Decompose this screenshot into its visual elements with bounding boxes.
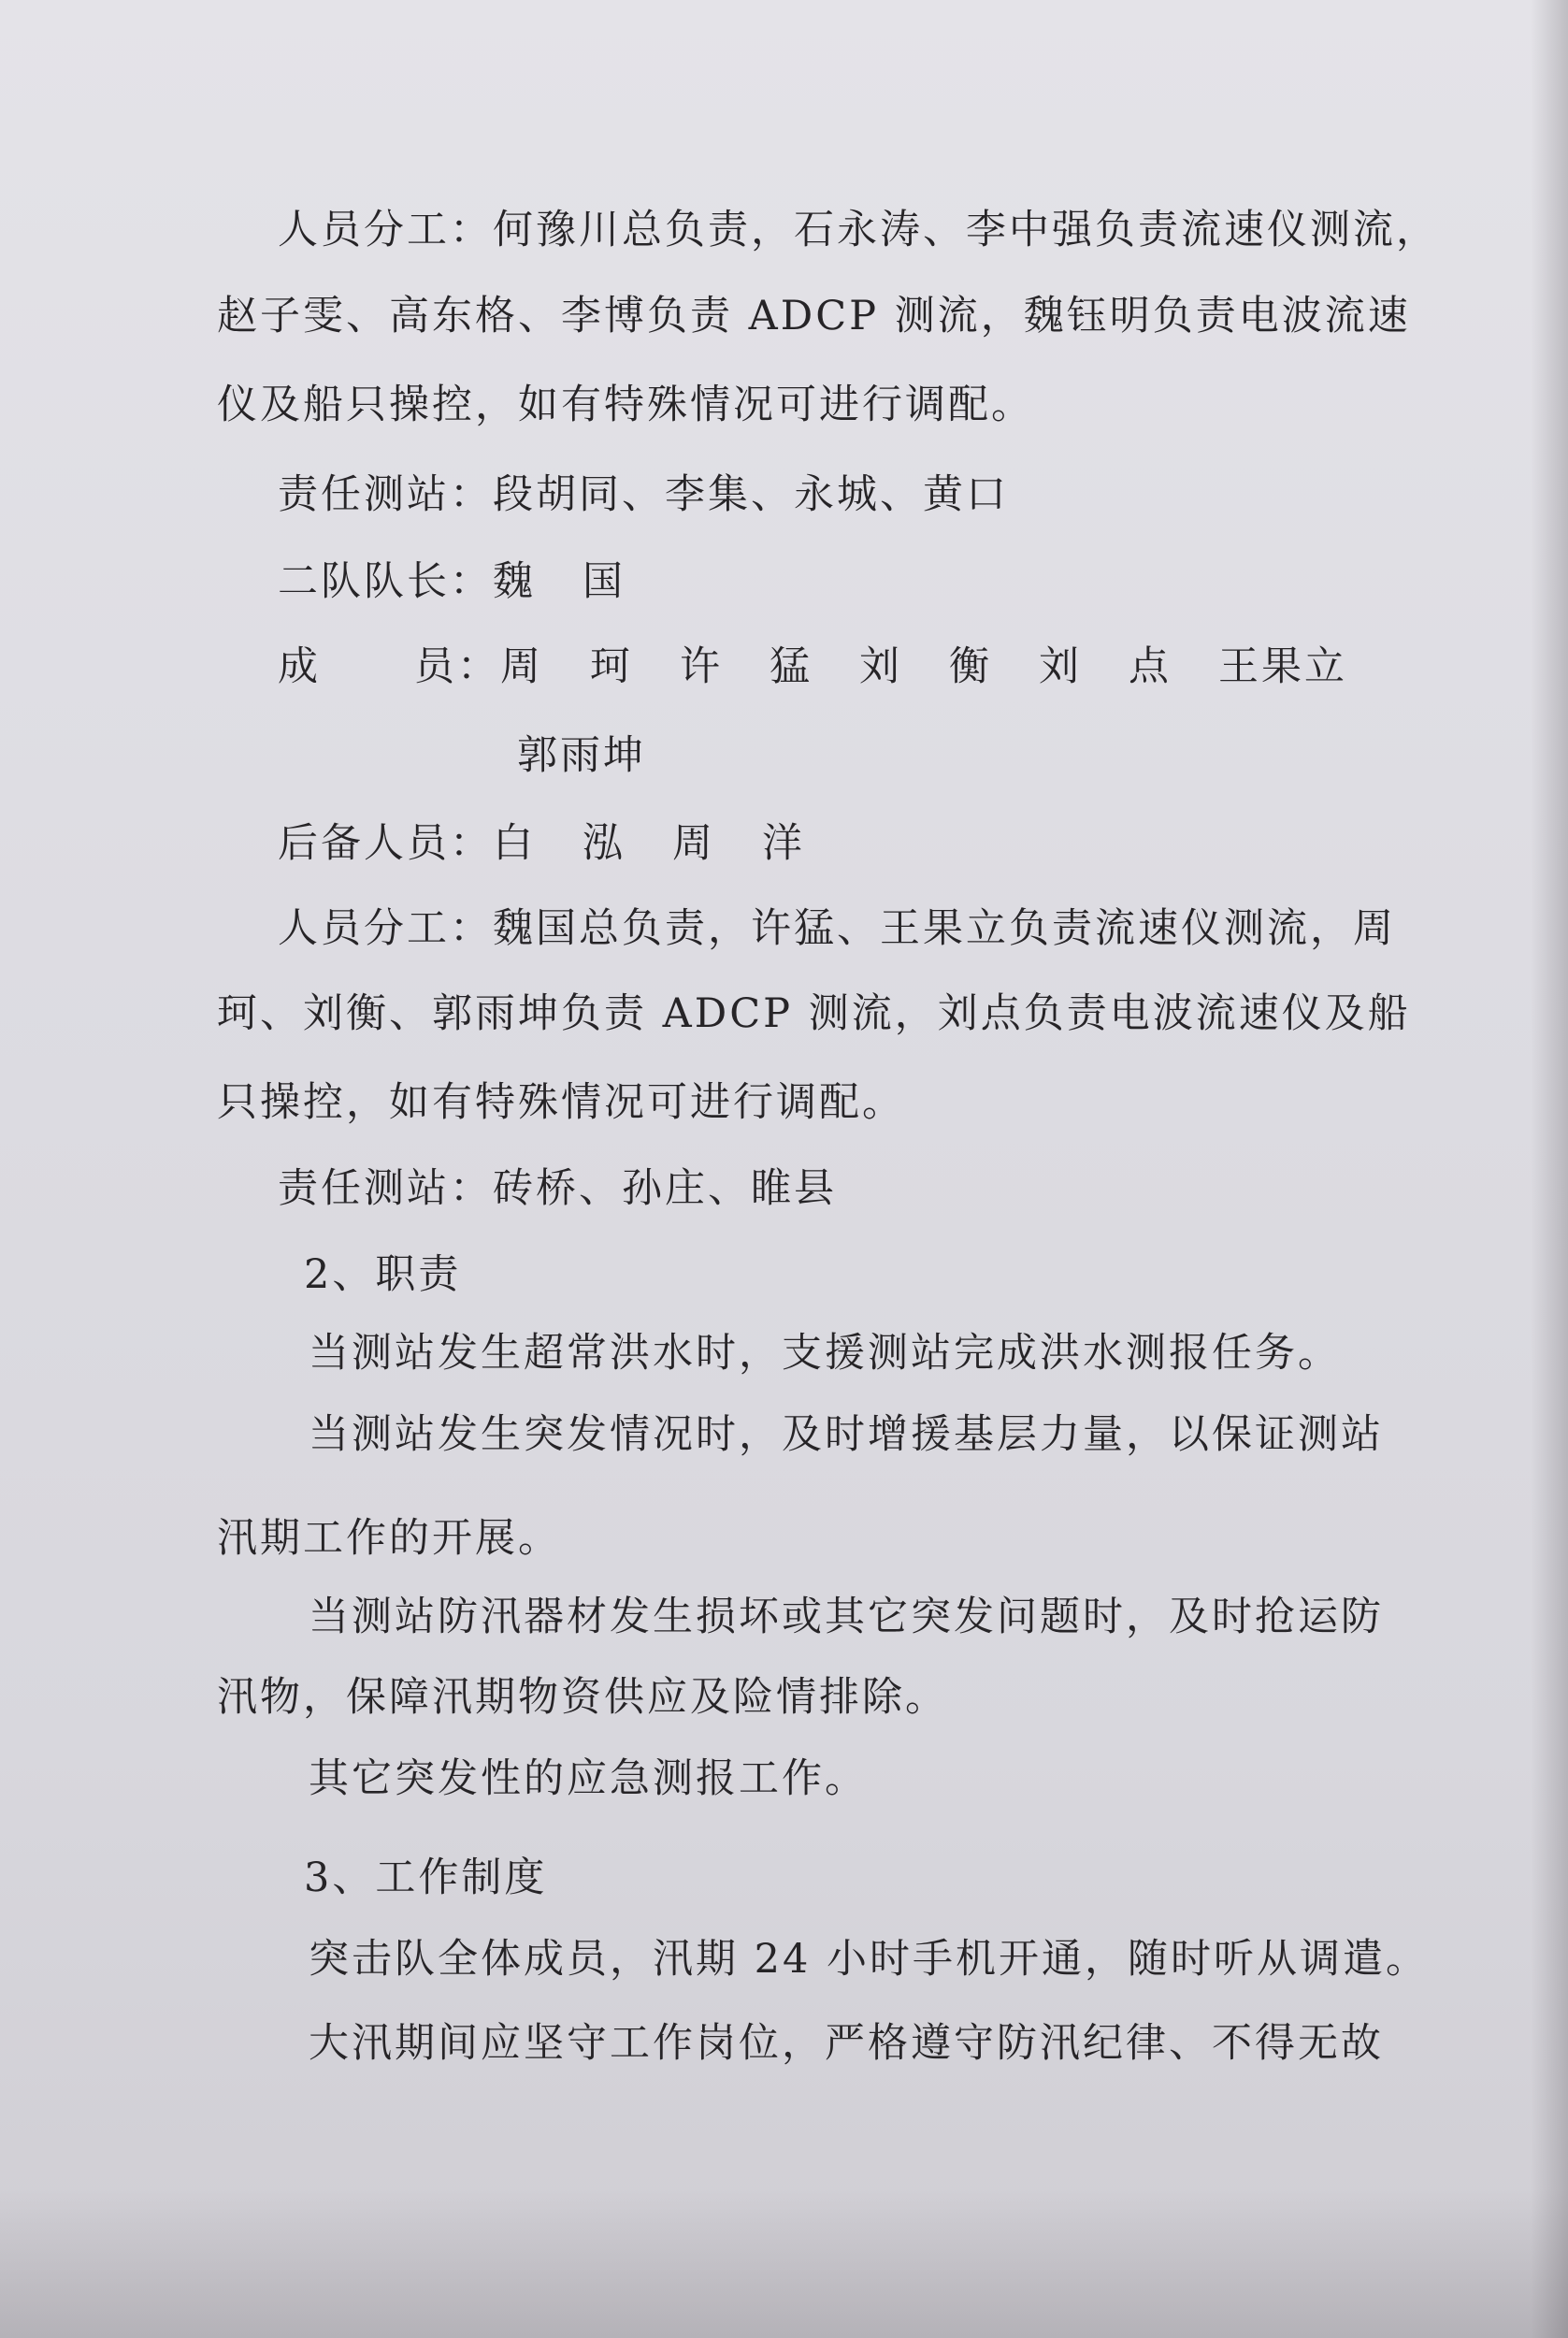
- text-line: 后备人员：白 泓 周 洋: [278, 820, 806, 867]
- page-shadow: [1531, 0, 1568, 2338]
- text-line: 郭雨坤: [517, 732, 646, 779]
- text-line: 二队队长：魏 国: [278, 558, 626, 605]
- text-line: 当测站防汛器材发生损坏或其它突发问题时，及时抢运防: [309, 1594, 1384, 1640]
- text-line: 当测站发生突发情况时，及时增援基层力量，以保证测站: [309, 1411, 1384, 1458]
- text-line: 当测站发生超常洪水时，支援测站完成洪水测报任务。: [309, 1330, 1341, 1377]
- text-line: 大汛期间应坚守工作岗位，严格遵守防汛纪律、不得无故: [309, 2020, 1384, 2067]
- text-line: 人员分工：何豫川总负责，石永涛、李中强负责流速仪测流，: [278, 207, 1439, 253]
- text-line: 仪及船只操控，如有特殊情况可进行调配。: [217, 382, 1034, 428]
- text-line: 责任测站：砖桥、孙庄、睢县: [278, 1165, 837, 1212]
- section-heading: 2、职责: [304, 1251, 462, 1298]
- text-line: 成 员：周 珂 许 猛 刘 衡 刘 点 王果立: [278, 643, 1348, 690]
- section-heading: 3、工作制度: [304, 1855, 548, 1901]
- text-line: 突击队全体成员，汛期 24 小时手机开通，随时听从调遣。: [309, 1936, 1430, 1983]
- text-line: 赵子雯、高东格、李博负责 ADCP 测流，魏钰明负责电波流速: [217, 293, 1411, 339]
- page-shadow: [0, 2188, 1568, 2338]
- text-line: 汛期工作的开展。: [217, 1515, 561, 1562]
- text-line: 汛物，保障汛期物资供应及险情排除。: [217, 1674, 948, 1721]
- text-line: 只操控，如有特殊情况可进行调配。: [217, 1079, 905, 1126]
- text-line: 其它突发性的应急测报工作。: [309, 1755, 868, 1802]
- text-line: 责任测站：段胡同、李集、永城、黄口: [278, 471, 1009, 518]
- text-line: 人员分工：魏国总负责，许猛、王果立负责流速仪测流，周: [278, 905, 1396, 952]
- text-line: 珂、刘衡、郭雨坤负责 ADCP 测流，刘点负责电波流速仪及船: [217, 990, 1411, 1037]
